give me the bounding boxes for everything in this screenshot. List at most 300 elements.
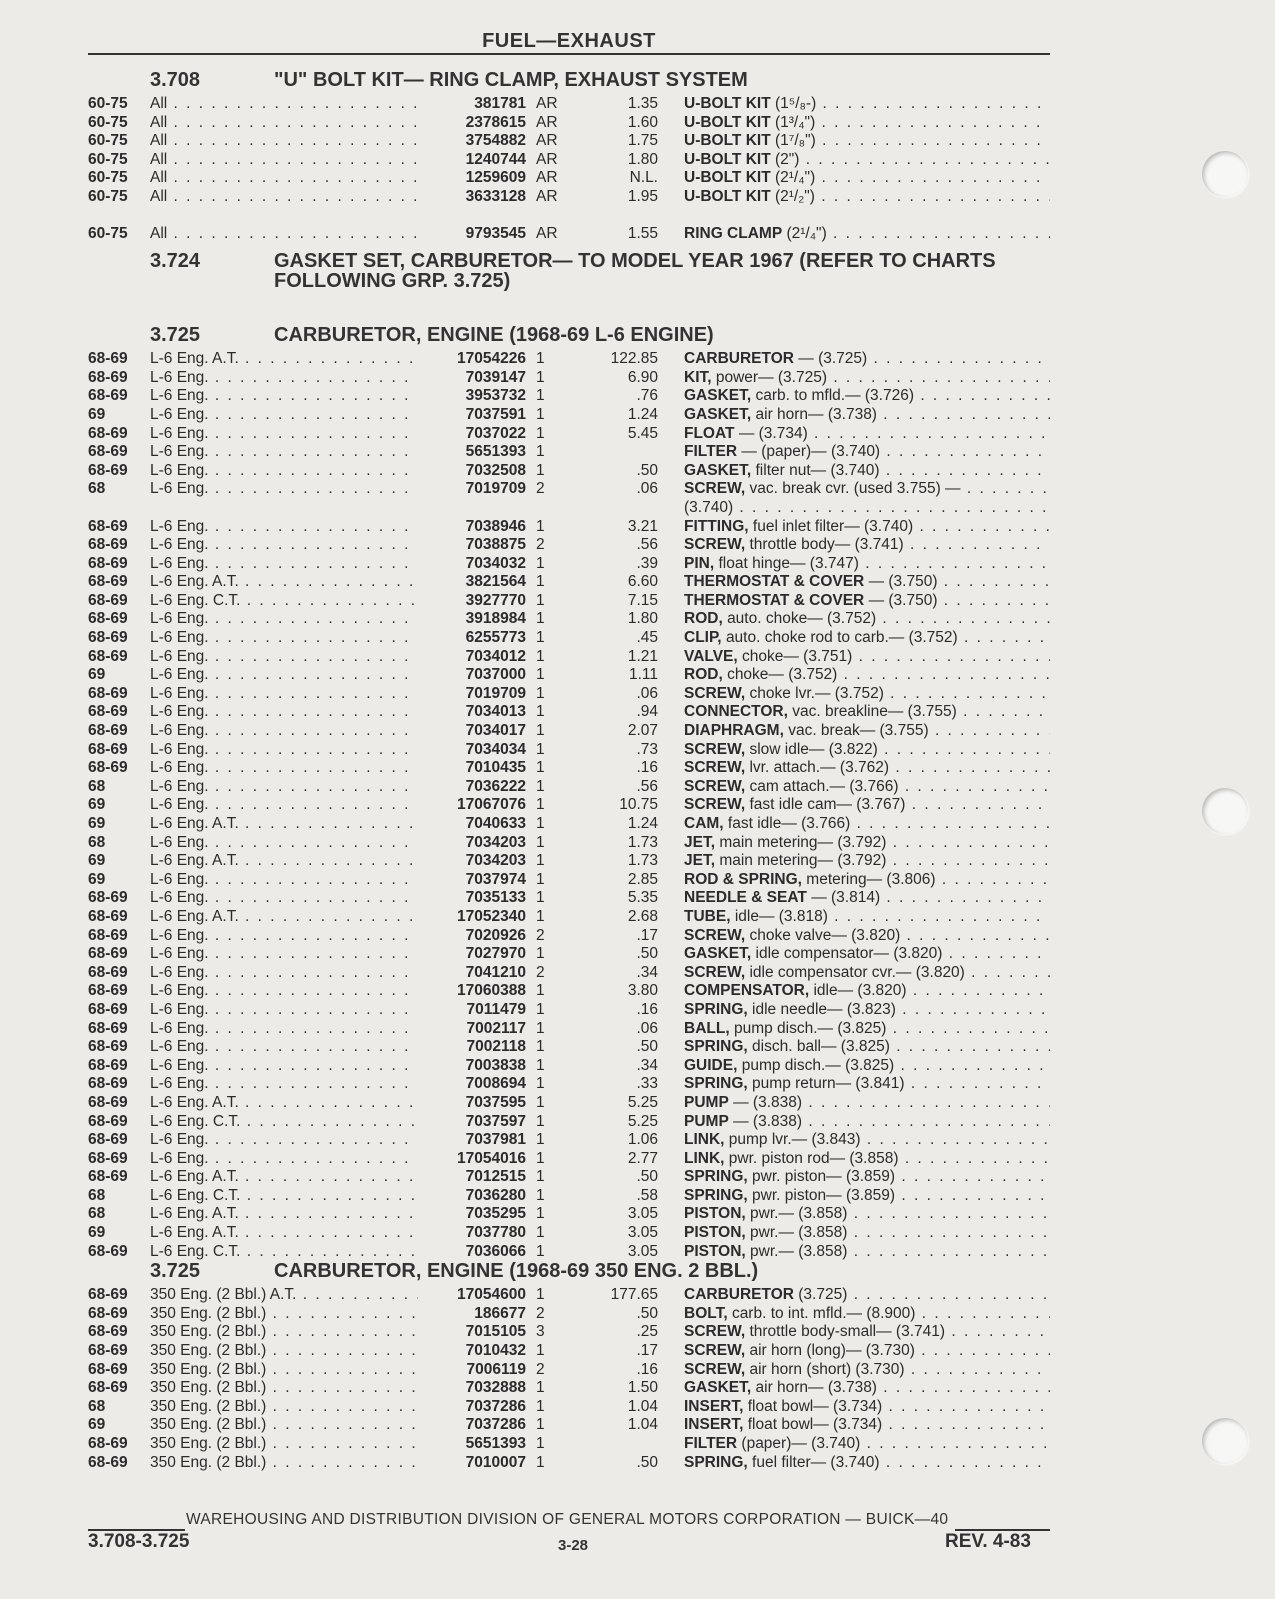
part-number: 7034203 xyxy=(465,833,526,851)
model-years: 60-75 xyxy=(88,150,128,168)
price: .25 xyxy=(636,1323,658,1341)
price: 1.24 xyxy=(627,815,658,832)
description-detail: (3.725) xyxy=(798,1286,848,1304)
part-number: 3953732 xyxy=(465,387,526,405)
description-name: THERMOSTAT & COVER xyxy=(684,573,865,591)
description-name: SCREW, xyxy=(684,963,746,981)
row-spacer xyxy=(88,207,1050,225)
leader-dots xyxy=(816,132,1050,149)
description xyxy=(684,1187,1050,1206)
price: 2.85 xyxy=(627,870,658,888)
leader-dots xyxy=(905,796,1050,813)
description-name: SCREW, xyxy=(684,1323,746,1341)
model-years: 68-69 xyxy=(88,591,128,609)
section-heading xyxy=(88,251,1050,291)
quantity: 1 xyxy=(536,759,545,777)
leader-dots xyxy=(802,1113,1050,1130)
price: 2.07 xyxy=(627,722,658,740)
description xyxy=(684,889,1050,908)
quantity: 1 xyxy=(536,889,545,907)
description-name: SCREW, xyxy=(684,926,746,944)
description xyxy=(684,443,1050,462)
price: .17 xyxy=(636,1342,658,1360)
model-years: 68-69 xyxy=(88,610,128,628)
part-number: 7019709 xyxy=(465,480,526,498)
leader-dots xyxy=(880,462,1050,479)
table-row xyxy=(88,889,1050,908)
model-years: 68-69 xyxy=(88,1000,128,1018)
part-number: 17054226 xyxy=(457,350,526,368)
part-number: 17054016 xyxy=(457,1149,526,1167)
model-years: 68-69 xyxy=(88,629,128,647)
description-detail: auto. choke rod to carb.— (3.752) xyxy=(725,629,958,647)
application: L-6 Eng. . . . xyxy=(150,927,418,946)
price: 5.45 xyxy=(627,424,658,442)
price: 6.90 xyxy=(627,368,658,386)
description xyxy=(684,834,1050,853)
model-years: 68-69 xyxy=(88,740,128,758)
model-years: 68 xyxy=(88,1397,106,1415)
model-years: 68-69 xyxy=(88,945,128,963)
part-number: 7011479 xyxy=(466,1000,526,1018)
table-row xyxy=(88,518,1050,537)
part-number: 17067076 xyxy=(457,796,526,814)
model-years: 60-75 xyxy=(88,187,128,205)
model-years: 68 xyxy=(88,833,106,851)
description-detail: (2") xyxy=(774,150,800,168)
leader-dots xyxy=(886,1020,1050,1037)
part-number: 7034032 xyxy=(465,554,526,572)
description-detail: carb. to mfld.— (3.726) xyxy=(755,387,915,405)
quantity: 1 xyxy=(536,461,545,479)
description-name: PISTON, xyxy=(684,1242,746,1260)
quantity: 1 xyxy=(536,703,545,721)
part-number: 3633128 xyxy=(465,187,526,205)
section-title: GASKET SET, CARBURETOR— TO MODEL YEAR 1967 (REFER TO CHARTS FOLLOWING GRP. 3.725) xyxy=(274,250,996,293)
quantity: 1 xyxy=(536,796,545,814)
quantity: 1 xyxy=(536,573,545,591)
description-name: ROD, xyxy=(684,666,723,684)
price: 2.68 xyxy=(627,907,658,925)
description-name: PUMP xyxy=(684,1093,729,1111)
price: 1.55 xyxy=(627,224,658,242)
description-name: SPRING, xyxy=(684,1168,748,1186)
description-detail: pwr.— (3.858) xyxy=(750,1205,848,1223)
description-detail: vac. breakline— (3.755) xyxy=(792,703,957,721)
description-detail: pwr. piston— (3.859) xyxy=(752,1168,896,1186)
description xyxy=(684,1435,1050,1454)
model-years: 68-69 xyxy=(88,1093,128,1111)
model-years: 68-69 xyxy=(88,1075,128,1093)
quantity: 1 xyxy=(536,1075,545,1093)
application: L-6 Eng. . . . xyxy=(150,425,418,444)
header-rule xyxy=(88,53,1050,55)
part-number: 3927770 xyxy=(465,591,526,609)
price: 6.60 xyxy=(627,573,658,591)
model-years: 68-69 xyxy=(88,1286,128,1304)
part-number: 7032888 xyxy=(465,1379,526,1397)
parts-rows xyxy=(88,350,1050,1261)
description xyxy=(684,945,1050,964)
table-row xyxy=(88,871,1050,890)
description xyxy=(684,114,1050,133)
table-row xyxy=(88,1057,1050,1076)
model-years: 68-69 xyxy=(88,536,128,554)
description-name: ROD & SPRING, xyxy=(684,870,802,888)
description-detail: — (3.838) xyxy=(733,1112,803,1130)
model-years: 60-75 xyxy=(88,169,128,187)
part-number: 17054600 xyxy=(457,1286,526,1304)
application: L-6 Eng. . . . xyxy=(150,871,418,890)
quantity: 1 xyxy=(536,1397,545,1415)
quantity: 1 xyxy=(536,740,545,758)
description xyxy=(684,815,1050,834)
price: N.L. xyxy=(629,169,658,187)
description-name: U-BOLT KIT xyxy=(684,95,771,112)
description xyxy=(684,1398,1050,1417)
model-years: 68-69 xyxy=(88,703,128,721)
description xyxy=(684,964,1050,983)
leader-dots xyxy=(877,406,1050,423)
description-name: SCREW, xyxy=(684,740,746,758)
description-detail: filter nut— (3.740) xyxy=(755,461,880,479)
description xyxy=(684,908,1050,927)
description-detail: main metering— (3.792) xyxy=(719,833,887,851)
application: L-6 Eng. . . . xyxy=(150,536,418,555)
quantity: 1 xyxy=(536,1224,545,1242)
application: L-6 Eng. . . . xyxy=(150,778,418,797)
description-name: FILTER xyxy=(684,443,738,461)
price: 1.11 xyxy=(628,666,658,684)
description xyxy=(684,1286,1050,1305)
description-name: U-BOLT KIT xyxy=(684,113,771,131)
description xyxy=(684,1094,1050,1113)
application: All . . . xyxy=(150,225,418,244)
application: L-6 Eng. . . . xyxy=(150,462,418,481)
description-detail: (3.740) xyxy=(684,498,734,516)
description xyxy=(684,555,1050,574)
description-name: FITTING, xyxy=(684,517,749,535)
quantity: 1 xyxy=(536,684,545,702)
table-row xyxy=(88,188,1050,207)
description-detail: pump disch.— (3.825) xyxy=(733,1019,887,1037)
section-number: 3.708 xyxy=(150,69,201,91)
price: .50 xyxy=(636,1453,658,1471)
price: .34 xyxy=(636,1056,658,1074)
description-detail: idle needle— (3.823) xyxy=(752,1000,896,1018)
model-years: 68-69 xyxy=(88,1342,128,1360)
quantity: AR xyxy=(536,95,558,112)
leader-dots xyxy=(860,1435,1050,1452)
part-number: 7012515 xyxy=(465,1168,526,1186)
part-number: 7037595 xyxy=(465,1093,526,1111)
page-title: FUEL—EXHAUST xyxy=(482,30,656,52)
table-row xyxy=(88,1224,1050,1243)
leader-dots xyxy=(899,1150,1050,1167)
leader-dots xyxy=(895,1187,1050,1204)
price: .06 xyxy=(636,1019,658,1037)
table-row xyxy=(88,1323,1050,1342)
description-name: ROD, xyxy=(684,610,723,628)
description-name: SPRING, xyxy=(684,1038,748,1056)
application: 350 Eng. (2 Bbl.) . . . xyxy=(150,1398,418,1417)
part-number: 7036280 xyxy=(465,1186,526,1204)
description-detail: cam attach.— (3.766) xyxy=(749,777,899,795)
description-name: FILTER xyxy=(684,1435,738,1452)
part-number: 7037591 xyxy=(465,405,526,423)
description-name: CLIP, xyxy=(684,629,722,647)
application: All . . . xyxy=(150,151,418,170)
footer-division: WAREHOUSING AND DISTRIBUTION DIVISION OF GENERAL MOTORS CORPORATION — BUICK—40 xyxy=(186,1511,949,1528)
price: 1.73 xyxy=(627,833,658,851)
model-years: 68 xyxy=(88,1205,106,1223)
description-name: JET, xyxy=(684,852,716,870)
part-number: 7002118 xyxy=(466,1038,526,1056)
table-row xyxy=(88,1361,1050,1380)
price: 1.21 xyxy=(627,647,658,665)
price: 1.80 xyxy=(627,150,658,168)
description xyxy=(684,188,1050,207)
description-detail: float bowl— (3.734) xyxy=(747,1397,883,1415)
model-years: 68-69 xyxy=(88,1323,128,1341)
price: 1.50 xyxy=(627,1379,658,1397)
description xyxy=(684,722,1050,741)
description xyxy=(684,480,1050,499)
table-row xyxy=(88,629,1050,648)
description xyxy=(684,518,1050,537)
leader-dots xyxy=(905,1075,1050,1092)
application: L-6 Eng. . . . xyxy=(150,685,418,704)
application: L-6 Eng. . . . xyxy=(150,889,418,908)
description-name: PISTON, xyxy=(684,1205,746,1223)
description xyxy=(684,1038,1050,1057)
leader-dots xyxy=(867,350,1050,367)
part-number: 6255773 xyxy=(465,629,526,647)
section-heading xyxy=(88,1261,1050,1281)
application: L-6 Eng. . . . xyxy=(150,945,418,964)
price: 2.77 xyxy=(627,1149,658,1167)
description xyxy=(684,741,1050,760)
model-years: 68-69 xyxy=(88,1038,128,1056)
table-row xyxy=(88,1001,1050,1020)
section-title: "U" BOLT KIT— RING CLAMP, EXHAUST SYSTEM xyxy=(274,69,748,91)
quantity: 1 xyxy=(536,629,545,647)
application: All . . . xyxy=(150,188,418,207)
description-name: LINK, xyxy=(684,1149,725,1167)
application: L-6 Eng. . . . xyxy=(150,555,418,574)
section-title: CARBURETOR, ENGINE (1968-69 350 ENG. 2 BBL.) xyxy=(274,1260,759,1283)
price: .06 xyxy=(636,480,658,498)
leader-dots xyxy=(861,1131,1050,1148)
part-number: 3754882 xyxy=(465,132,526,150)
description-detail: float bowl— (3.734) xyxy=(747,1416,883,1434)
table-row xyxy=(88,1150,1050,1169)
description-name: LINK, xyxy=(684,1131,725,1149)
price: .34 xyxy=(636,963,658,981)
description-detail: (1⁵/₈-) xyxy=(774,95,817,112)
part-number: 7037597 xyxy=(465,1112,526,1130)
table-row xyxy=(88,1075,1050,1094)
price: 1.95 xyxy=(627,187,658,205)
description-detail: pwr.— (3.858) xyxy=(750,1242,848,1260)
description-detail: idle compensator— (3.820) xyxy=(755,945,943,963)
quantity: 1 xyxy=(536,945,545,963)
table-row xyxy=(88,480,1050,499)
description-name: SCREW, xyxy=(684,536,746,554)
leader-dots xyxy=(884,685,1050,702)
quantity: 1 xyxy=(536,833,545,851)
description xyxy=(684,1416,1050,1435)
section-number: 3.724 xyxy=(150,250,201,273)
application: All . . . xyxy=(150,95,418,114)
description-detail: — (3.725) xyxy=(798,350,868,368)
part-number: 7037780 xyxy=(465,1224,526,1242)
description-detail: (paper)— (3.740) xyxy=(741,1435,861,1452)
description-name: KIT, xyxy=(684,368,712,386)
description xyxy=(684,852,1050,871)
table-row xyxy=(88,964,1050,983)
leader-dots xyxy=(899,778,1050,795)
table-row xyxy=(88,443,1050,462)
description xyxy=(684,132,1050,151)
description xyxy=(684,1150,1050,1169)
quantity: 1 xyxy=(536,1131,545,1149)
price: .06 xyxy=(636,684,658,702)
description xyxy=(684,462,1050,481)
description xyxy=(684,1224,1050,1243)
price: .50 xyxy=(636,461,658,479)
part-number: 7020926 xyxy=(465,926,526,944)
application: L-6 Eng. . . . xyxy=(150,1001,418,1020)
quantity: 1 xyxy=(536,647,545,665)
quantity: 1 xyxy=(536,1453,545,1471)
leader-dots xyxy=(965,964,1050,981)
description-detail: choke lvr.— (3.752) xyxy=(749,684,884,702)
leader-dots xyxy=(961,480,1050,497)
model-years: 60-75 xyxy=(88,132,128,150)
leader-dots xyxy=(889,759,1050,776)
table-row xyxy=(88,536,1050,555)
parts-rows xyxy=(88,1286,1050,1472)
description xyxy=(684,573,1050,592)
description-name: GASKET, xyxy=(684,945,752,963)
application: L-6 Eng. C.T. . . . xyxy=(150,1187,418,1206)
application: L-6 Eng. . . . xyxy=(150,722,418,741)
description-detail: — (3.814) xyxy=(811,889,881,907)
application: L-6 Eng. C.T. . . . xyxy=(150,1113,418,1132)
quantity: 1 xyxy=(536,1205,545,1223)
table-row xyxy=(88,1243,1050,1262)
table-row xyxy=(88,685,1050,704)
description-detail: slow idle— (3.822) xyxy=(749,740,878,758)
description-detail: — (3.750) xyxy=(868,591,938,609)
description xyxy=(684,369,1050,388)
quantity: 3 xyxy=(536,1323,545,1341)
quantity: 1 xyxy=(536,1435,545,1452)
description-detail: — (3.838) xyxy=(733,1093,803,1111)
quantity: 1 xyxy=(536,777,545,795)
quantity: 2 xyxy=(536,1360,545,1378)
description-name: SCREW, xyxy=(684,777,746,795)
price: .16 xyxy=(636,1360,658,1378)
application: 350 Eng. (2 Bbl.) . . . xyxy=(150,1435,418,1454)
application: L-6 Eng. . . . xyxy=(150,629,418,648)
description-name: CONNECTOR, xyxy=(684,703,788,721)
quantity: 1 xyxy=(536,1093,545,1111)
description xyxy=(684,1243,1050,1262)
table-row xyxy=(88,852,1050,871)
price: .50 xyxy=(636,1168,658,1186)
leader-dots xyxy=(880,443,1050,460)
table-row xyxy=(88,350,1050,369)
leader-dots xyxy=(942,945,1050,962)
model-years: 68-69 xyxy=(88,1168,128,1186)
model-years: 68-69 xyxy=(88,1242,128,1260)
leader-dots xyxy=(936,871,1050,888)
description-name: U-BOLT KIT xyxy=(684,150,771,168)
table-row xyxy=(88,945,1050,964)
description-name: U-BOLT KIT xyxy=(684,187,771,205)
price: 1.75 xyxy=(627,132,658,150)
description-name: U-BOLT KIT xyxy=(684,132,771,150)
application: L-6 Eng. . . . xyxy=(150,480,418,499)
application: L-6 Eng. . . . xyxy=(150,796,418,815)
part-number: 7034017 xyxy=(465,722,526,740)
part-number: 7037974 xyxy=(465,870,526,888)
leader-dots xyxy=(802,1094,1050,1111)
table-row xyxy=(88,95,1050,114)
description-detail: carb. to int. mfld.— (8.900) xyxy=(731,1304,916,1322)
leader-dots xyxy=(894,1057,1050,1074)
quantity: 1 xyxy=(536,1019,545,1037)
table-row xyxy=(88,834,1050,853)
leader-dots xyxy=(880,1454,1050,1471)
price: 1.73 xyxy=(627,852,658,870)
part-number: 7010007 xyxy=(465,1453,526,1471)
description-detail: lvr. attach.— (3.762) xyxy=(749,759,890,777)
table-row xyxy=(88,908,1050,927)
application: L-6 Eng. . . . xyxy=(150,406,418,425)
model-years: 69 xyxy=(88,852,106,870)
description-name: DIAPHRAGM, xyxy=(684,722,784,740)
leader-dots xyxy=(880,889,1050,906)
leader-dots xyxy=(886,834,1050,851)
description-name: CAM, xyxy=(684,815,724,832)
application: L-6 Eng. A.T. . . . xyxy=(150,1168,418,1187)
model-years: 60-75 xyxy=(88,224,128,242)
table-row xyxy=(88,759,1050,778)
part-number: 7032508 xyxy=(465,461,526,479)
description xyxy=(684,95,1050,114)
description-detail: air horn (long)— (3.730) xyxy=(749,1342,915,1360)
part-number: 7037022 xyxy=(465,424,526,442)
price: 3.05 xyxy=(627,1205,658,1223)
leader-dots xyxy=(852,648,1050,665)
model-years: 68 xyxy=(88,777,106,795)
description xyxy=(684,703,1050,722)
table-row xyxy=(88,982,1050,1001)
model-years: 68-69 xyxy=(88,1149,128,1167)
description-detail: fuel inlet filter— (3.740) xyxy=(752,517,914,535)
quantity: AR xyxy=(536,224,558,242)
model-years: 68-69 xyxy=(88,554,128,572)
description-detail: disch. ball— (3.825) xyxy=(752,1038,890,1056)
application: L-6 Eng. . . . xyxy=(150,982,418,1001)
description xyxy=(684,225,1050,244)
description xyxy=(684,982,1050,1001)
description xyxy=(684,778,1050,797)
part-number: 7034013 xyxy=(465,703,526,721)
